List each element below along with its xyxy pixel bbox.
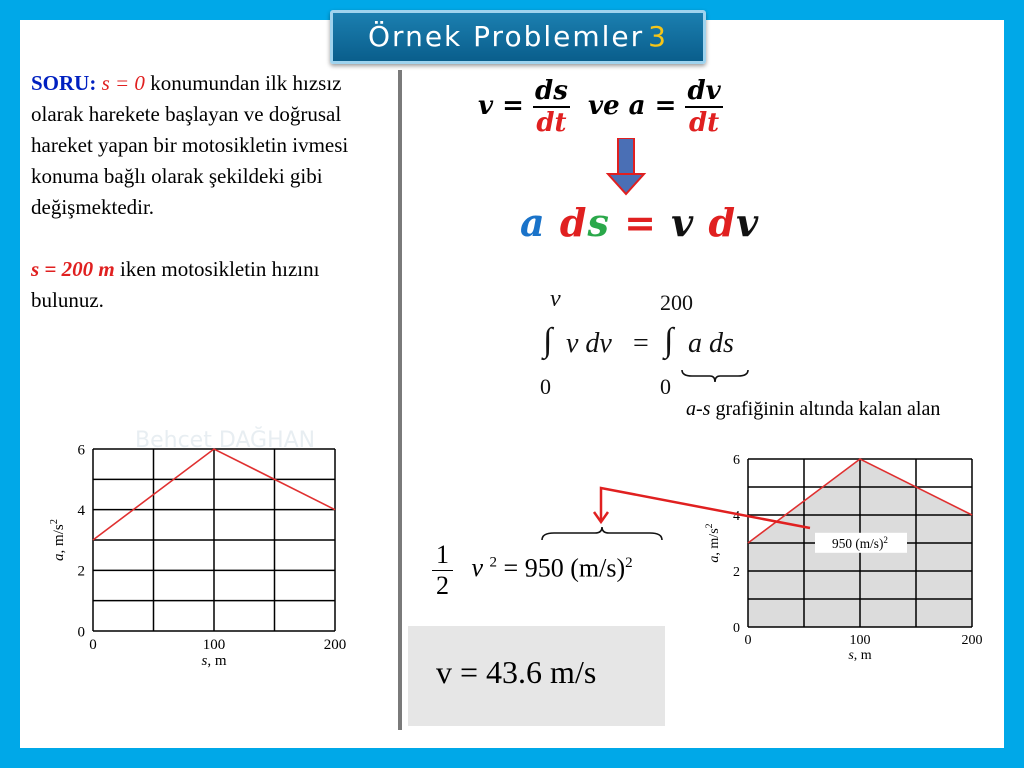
integral-sign-icon-2: ∫ [664,322,674,359]
ds-dt-fraction: $\frac{ds}{dt}$ [535,76,568,138]
y-tick-label: 6 [733,452,740,468]
problem-statement [31,68,381,316]
watermark: Behcet DAĞHAN [135,428,316,453]
equals-sign-2: = [654,91,677,121]
x-tick-label: 200 [323,637,347,653]
x-tick-label: 100 [202,637,226,653]
v-symbol-3: v [736,200,760,245]
slide-title [330,10,706,64]
chain-rule-formula [520,200,759,245]
energy-equation: $\frac{1}{2}$ v $^2$ = 950 $(m/s)^2$ [432,540,633,601]
answer-box [408,626,665,726]
v-squared: v [471,553,484,583]
left-upper-limit: v [550,286,561,312]
vertical-divider [398,70,402,730]
area-annotation: 950 $(m/s)^2$ [832,534,888,551]
x-axis-label: s, m [848,648,872,663]
v-symbol-2: v [671,200,695,245]
v-symbol: v [478,91,494,121]
integral-equals: = [633,328,649,359]
title-number: 3 [648,20,668,53]
x-tick-label: 0 [89,637,97,653]
y-tick-label: 4 [77,502,85,519]
final-answer: v = 43.6 m/s [436,654,597,690]
ve-a-text: ve a [587,91,646,121]
right-upper-limit: 200 [660,290,693,315]
equals-sign-4: = [503,553,519,583]
x-tick-label: 200 [961,633,983,648]
question-text: konumundan ilk hızsız olarak harekete başlayan ve doğrusal hareket yapan bir motosikletin ivmesi konuma bağlı olarak şekildeki gibi değişmektedir. [31,71,349,219]
d-symbol-2: d [708,200,737,245]
y-tick-label: 2 [77,563,85,580]
down-arrow-icon [605,138,647,196]
y-tick-label: 4 [733,508,740,524]
s-symbol: s [587,200,610,245]
right-integrand: a ds [688,328,734,359]
area-value: 950 (m/s) [524,553,626,583]
dv-dt-fraction: $\frac{dv}{dt}$ [687,76,721,138]
half-fraction: $\frac{1}{2}$ [432,540,453,601]
d-symbol: d [559,200,588,245]
left-lower-limit: 0 [540,374,551,399]
x-tick-label: 0 [744,633,752,648]
definition-formulas [478,76,723,138]
y-tick-label: 2 [733,564,740,580]
equals-sign: = [502,91,524,121]
acceleration-chart [40,430,370,680]
acceleration-area-chart [700,445,1000,675]
y-axis-label: a, $m/s^2$ [49,519,67,561]
left-integrand: v dv [566,328,612,359]
y-tick-label: 0 [733,620,740,636]
right-lower-limit: 0 [660,374,671,399]
a-symbol: a [520,200,546,245]
x-tick-label: 100 [849,633,871,648]
underbrace-icon [680,368,750,384]
start-condition: s = 0 [101,71,145,95]
y-axis-label: a, $m/s^2$ [704,523,722,563]
title-text: Örnek Problemler [368,20,645,53]
area-note: a-s grafiğinin altında kalan alan [686,398,941,420]
equals-sign-3: = [624,200,657,245]
question-ask: iken motosikletin hızını bulunuz. [31,257,320,312]
integral-sign-icon: ∫ [543,322,553,359]
question-label: SORU: [31,71,97,95]
y-tick-label: 6 [77,442,85,459]
y-tick-label: 0 [77,624,85,641]
x-axis-label: s, m [201,653,227,669]
end-condition: s = 200 m [31,257,115,281]
